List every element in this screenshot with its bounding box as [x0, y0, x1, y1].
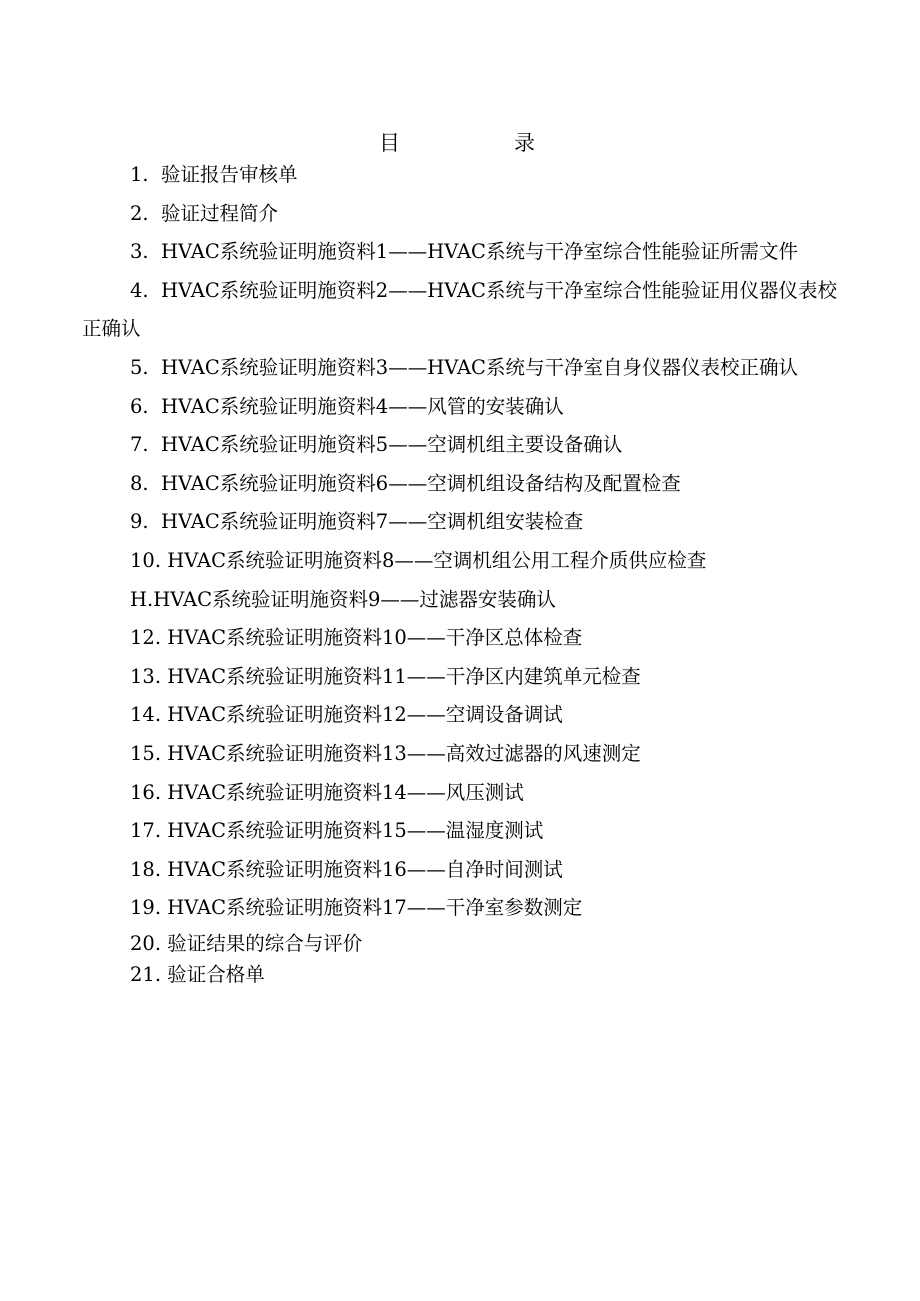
- toc-entry: [82, 195, 842, 234]
- toc-entry: [82, 542, 842, 581]
- toc-entry-text: HVAC系统验证明施资料1——HVAC系统与干净室综合性能验证所需文件: [161, 240, 798, 264]
- toc-entry-text: HVAC系统验证明施资料9——过滤器安装确认: [153, 587, 556, 611]
- toc-entry-number: 21.: [130, 962, 162, 986]
- toc-title-right: 录: [514, 131, 535, 155]
- toc-entry-text: 验证过程简介: [161, 201, 279, 225]
- toc-entry-number: 8.: [130, 471, 149, 495]
- table-of-contents: [82, 156, 842, 990]
- toc-entry: [82, 233, 842, 272]
- toc-entry: [82, 388, 842, 427]
- toc-entry-text: HVAC系统验证明施资料2——HVAC系统与干净室综合性能验证用仪器仪表校正确认: [82, 278, 837, 341]
- toc-entry: [82, 349, 842, 388]
- toc-entry: [82, 156, 842, 195]
- toc-entry-number: 12.: [130, 626, 162, 650]
- toc-entry-text: HVAC系统验证明施资料15——温湿度测试: [167, 819, 544, 843]
- toc-entry-number: 20.: [130, 931, 162, 955]
- toc-entry: [82, 696, 842, 735]
- toc-entry: [82, 735, 842, 774]
- toc-entry: [82, 658, 842, 697]
- toc-entry: [82, 959, 842, 990]
- toc-entry: [82, 889, 842, 928]
- toc-entry-text: HVAC系统验证明施资料11——干净区内建筑单元检查: [167, 664, 641, 688]
- toc-title-left: 目: [379, 131, 400, 155]
- toc-entry-text: HVAC系统验证明施资料12——空调设备调试: [167, 703, 563, 727]
- toc-entry: [82, 619, 842, 658]
- toc-entry: [82, 812, 842, 851]
- toc-entry-number: 17.: [130, 819, 162, 843]
- toc-entry-text: HVAC系统验证明施资料13——高效过滤器的风速测定: [167, 741, 641, 765]
- toc-entry-text: HVAC系统验证明施资料8——空调机组公用工程介质供应检查: [167, 548, 707, 572]
- toc-entry-number: 9.: [130, 510, 149, 534]
- toc-entry-text: 验证合格单: [167, 962, 265, 986]
- toc-entry-number: 10.: [130, 548, 162, 572]
- toc-entry: [82, 851, 842, 890]
- toc-entry-number: H.: [130, 587, 154, 611]
- toc-entry-text: HVAC系统验证明施资料6——空调机组设备结构及配置检查: [161, 471, 681, 495]
- toc-entry-text: HVAC系统验证明施资料3——HVAC系统与干净室自身仪器仪表校正确认: [161, 355, 798, 379]
- toc-entry-text: HVAC系统验证明施资料5——空调机组主要设备确认: [161, 433, 623, 457]
- toc-entry-number: 15.: [130, 741, 162, 765]
- toc-entry-text: 验证报告审核单: [161, 163, 298, 186]
- toc-entry-number: 16.: [130, 780, 162, 804]
- toc-entry-number: 19.: [130, 896, 162, 920]
- toc-entry-number: 6.: [130, 394, 149, 418]
- toc-entry: [82, 928, 842, 959]
- toc-entry-number: 1.: [130, 163, 149, 186]
- toc-entry-text: HVAC系统验证明施资料10——干净区总体检查: [167, 626, 583, 650]
- toc-entry: [82, 774, 842, 813]
- toc-entry: [82, 272, 842, 349]
- toc-entry-text: HVAC系统验证明施资料17——干净室参数测定: [167, 896, 583, 920]
- toc-entry-number: 2.: [130, 201, 149, 225]
- toc-entry: [82, 426, 842, 465]
- toc-entry-text: HVAC系统验证明施资料16——自净时间测试: [167, 857, 563, 881]
- toc-entry-number: 3.: [130, 240, 149, 264]
- toc-entry: [82, 503, 842, 542]
- toc-entry-text: HVAC系统验证明施资料14——风压测试: [167, 780, 524, 804]
- toc-entry-number: 14.: [130, 703, 162, 727]
- toc-entry-number: 7.: [130, 433, 149, 457]
- toc-entry: [82, 465, 842, 504]
- toc-entry-number: 5.: [130, 355, 149, 379]
- toc-entry-text: HVAC系统验证明施资料7——空调机组安装检查: [161, 510, 584, 534]
- toc-entry-number: 13.: [130, 664, 162, 688]
- toc-entry-text: HVAC系统验证明施资料4——风管的安装确认: [161, 394, 564, 418]
- toc-entry-number: 18.: [130, 857, 162, 881]
- toc-entry: [82, 581, 842, 620]
- toc-entry-text: 验证结果的综合与评价: [167, 931, 363, 955]
- toc-entry-number: 4.: [130, 278, 149, 302]
